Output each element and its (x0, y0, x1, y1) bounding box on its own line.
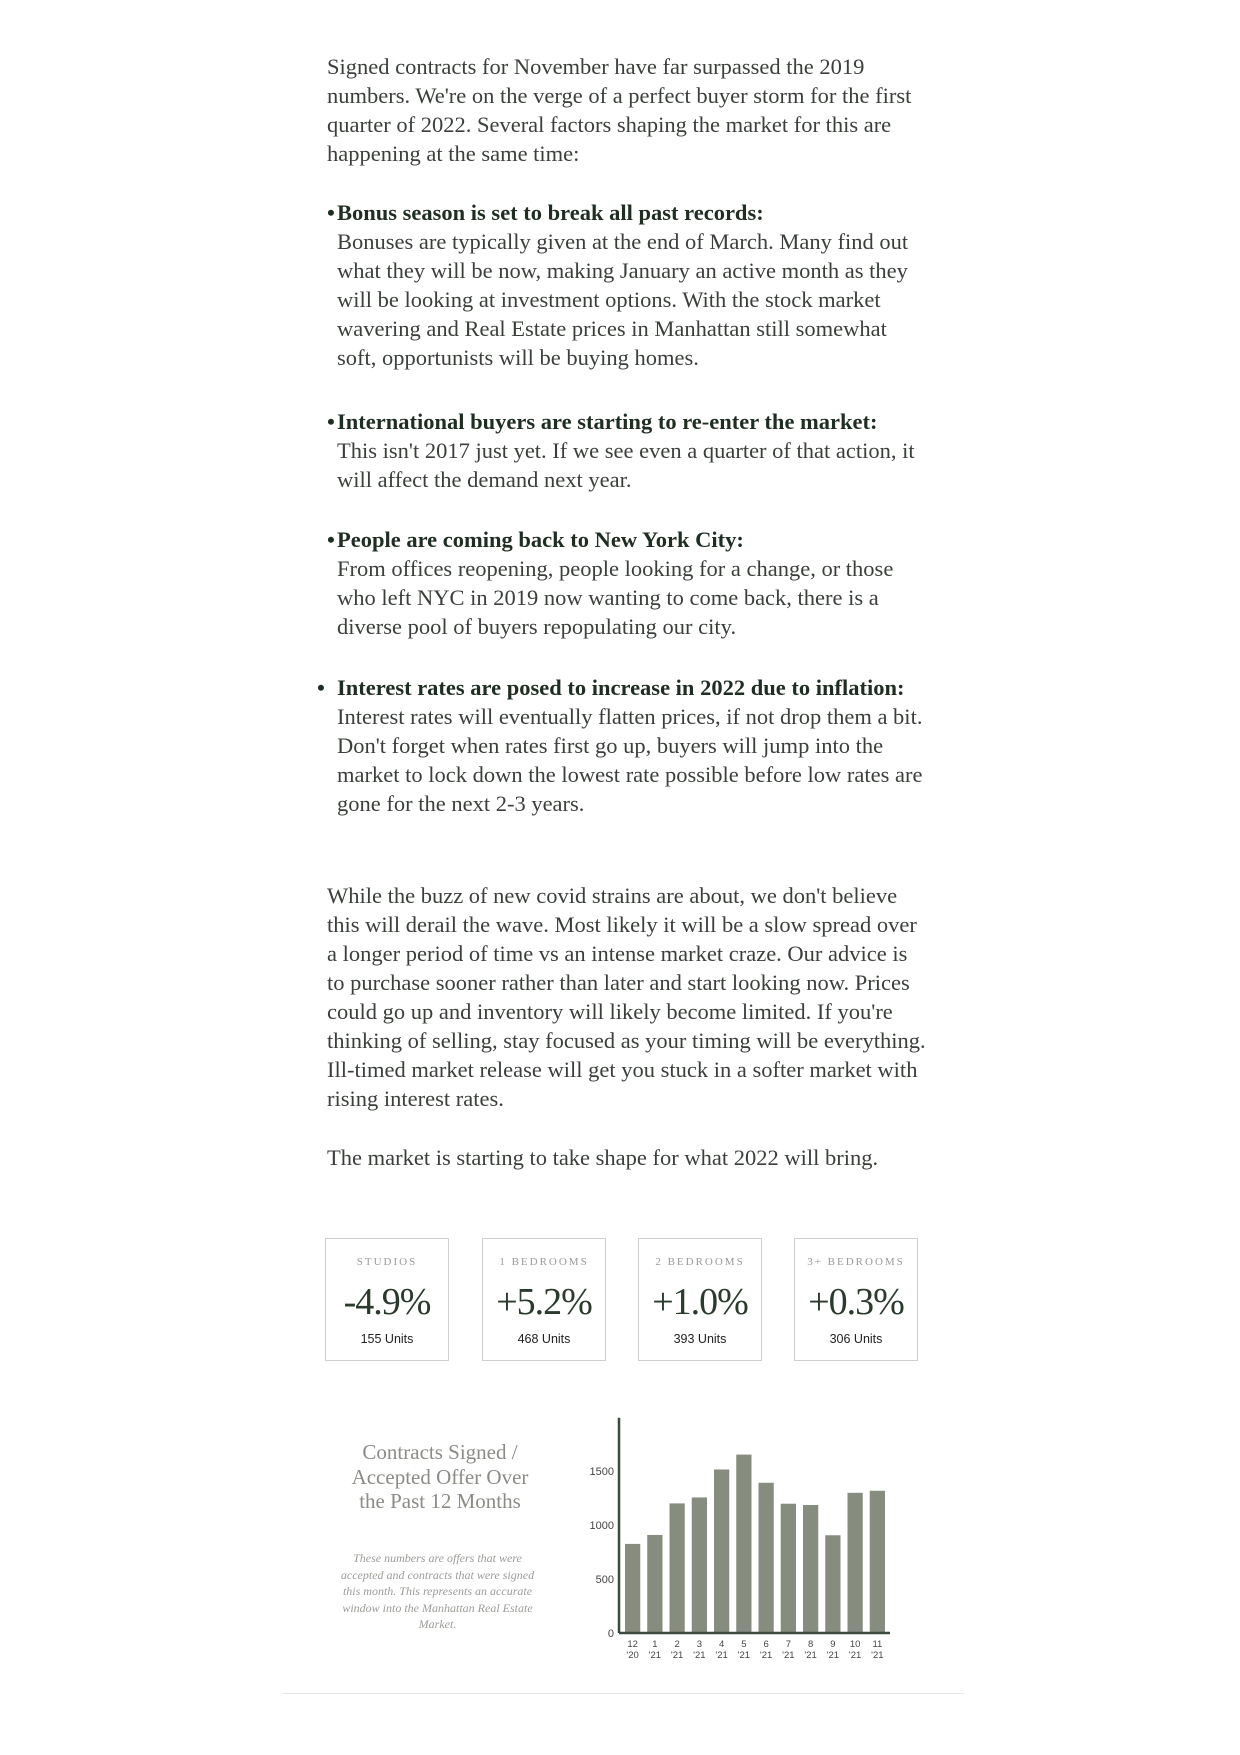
x-tick-label: '21 (670, 1650, 684, 1661)
x-tick-label: '21 (848, 1650, 862, 1661)
x-tick-label: 10 (849, 1639, 861, 1650)
bullet-dot: • (327, 200, 335, 225)
x-tick-label: 1 (652, 1639, 658, 1650)
x-tick-label: '21 (715, 1650, 728, 1661)
x-tick-label: '21 (693, 1650, 706, 1661)
closing-paragraph (327, 881, 927, 1113)
x-tick-label: 12 (627, 1639, 638, 1650)
x-tick-label: 6 (763, 1639, 769, 1650)
x-tick-label: '20 (626, 1650, 639, 1661)
x-tick-label: '21 (759, 1650, 773, 1661)
x-tick-label: 9 (830, 1639, 836, 1650)
stat-label: 1 BEDROOMS (499, 1256, 589, 1268)
y-tick-label: 500 (595, 1574, 614, 1586)
closing-text: While the buzz of new covid strains are about, we don't believe this will derail the wave. Most likely it will be a slow spread over a longer period of time vs an intense market craze. Our advice is to purchase sooner rather than later and start looking now. Prices could go up and inventory will likely become limited. If you're thinking of selling, stay focused as your timing will be everything. Ill-timed market release will get you stuck in a softer market with rising interest rates. (327, 883, 926, 1111)
stat-card-2-bedrooms (638, 1238, 762, 1361)
x-tick-label: '21 (826, 1650, 840, 1661)
intro-paragraph (327, 52, 927, 168)
bullet-dot: • (327, 527, 335, 552)
bullet-body: This isn't 2017 just yet. If we see even a quarter of that action, it will affect the demand next year. (337, 438, 915, 492)
bullet-bonus-season (327, 198, 927, 372)
x-tick-label: '21 (648, 1650, 662, 1661)
bullet-people-returning (327, 525, 927, 641)
contracts-bar-chart (570, 1410, 890, 1670)
stat-change: -4.9% (343, 1281, 431, 1323)
stat-units: 306 Units (829, 1332, 883, 1346)
x-tick-label: 8 (807, 1639, 814, 1650)
y-tick-label: 1500 (589, 1466, 614, 1478)
bullet-interest-rates (317, 673, 927, 818)
bullet-body: Bonuses are typically given at the end of March. Many find out what they will be now, making January an active month as they will be looking at investment options. With the stock market wavering and Real Estate prices in Manhattan still somewhat soft, opportunists will be buying homes. (337, 229, 909, 370)
bar (870, 1491, 885, 1633)
bar (825, 1535, 840, 1633)
stat-change: +5.2% (496, 1281, 592, 1323)
stat-change: +1.0% (652, 1281, 748, 1323)
bullet-body: Interest rates will eventually flatten prices, if not drop them a bit. Don't forget when rates first go up, buyers will jump into the market to lock down the lowest rate possible before low rates are gone for the next 2-3 years. (337, 704, 923, 816)
bar (714, 1469, 729, 1633)
bar (803, 1505, 818, 1633)
stat-change: +0.3% (808, 1281, 904, 1323)
final-paragraph (327, 1143, 927, 1172)
x-tick-label: 11 (872, 1639, 883, 1650)
bar (781, 1504, 796, 1633)
stat-label: 3+ BEDROOMS (807, 1256, 905, 1268)
x-tick-label: '21 (782, 1650, 795, 1661)
bullet-dot: • (317, 675, 325, 700)
bar (736, 1455, 751, 1633)
stat-card-1-bedrooms (482, 1238, 606, 1361)
chart-note: These numbers are offers that were accepted and contracts that were signed this month. This represents an accurate window into the Manhattan Real Estate Market. (340, 1551, 535, 1631)
bar (647, 1535, 662, 1633)
bar (848, 1493, 863, 1633)
x-tick-label: '21 (737, 1650, 751, 1661)
bullet-dot: • (327, 409, 335, 434)
final-text: The market is starting to take shape for what 2022 will bring. (327, 1145, 879, 1170)
bullet-heading: Interest rates are posed to increase in 2022 due to inflation: (337, 675, 905, 700)
stat-label: 2 BEDROOMS (655, 1256, 745, 1268)
x-tick-label: 4 (718, 1639, 725, 1650)
bar (625, 1544, 640, 1633)
bullet-heading: People are coming back to New York City: (337, 527, 744, 552)
bullet-body: From offices reopening, people looking for a change, or those who left NYC in 2019 now wanting to come back, there is a diverse pool of buyers repopulating our city. (337, 556, 894, 639)
bar (759, 1483, 774, 1633)
x-tick-label: 5 (741, 1639, 747, 1650)
stat-label: STUDIOS (356, 1256, 418, 1268)
stat-units: 468 Units (517, 1332, 571, 1346)
bullet-international-buyers (327, 407, 927, 494)
x-tick-label: '21 (871, 1650, 884, 1661)
x-tick-label: 3 (696, 1639, 703, 1650)
x-tick-label: 2 (674, 1639, 680, 1650)
stat-units: 155 Units (360, 1332, 414, 1346)
y-tick-label: 1000 (589, 1520, 614, 1532)
bar (670, 1503, 685, 1633)
intro-text: Signed contracts for November have far surpassed the 2019 numbers. We're on the verge of a perfect buyer storm for the first quarter of 2022. Several factors shaping the market for this are happening at the same time: (327, 54, 912, 166)
bullet-heading: Bonus season is set to break all past records: (337, 200, 764, 225)
chart-title: Contracts Signed / Accepted Offer Over the Past 12 Months (351, 1440, 529, 1513)
y-tick-label: 0 (607, 1628, 614, 1640)
stat-card-studios (325, 1238, 449, 1361)
divider (282, 1693, 964, 1694)
stat-card-3plus-bedrooms (794, 1238, 918, 1361)
bullet-heading: International buyers are starting to re-enter the market: (337, 409, 878, 434)
bar (692, 1497, 707, 1633)
x-tick-label: '21 (804, 1650, 817, 1661)
x-tick-label: 7 (785, 1639, 792, 1650)
stat-units: 393 Units (673, 1332, 727, 1346)
